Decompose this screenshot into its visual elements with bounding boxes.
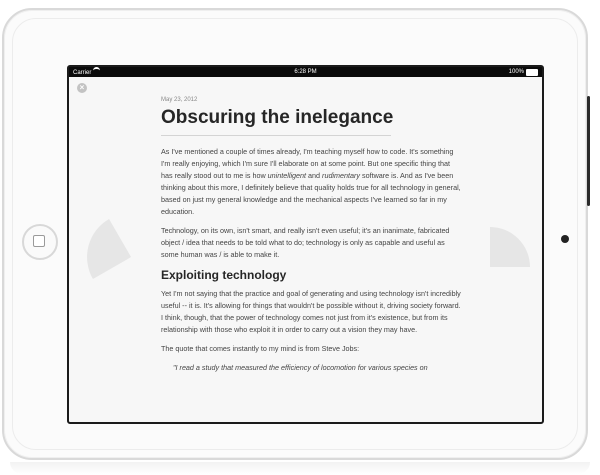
battery-percent: 100% <box>508 69 524 75</box>
p1-text-b: and <box>306 171 323 180</box>
article-title: Obscuring the inelegance <box>161 107 394 128</box>
side-button[interactable] <box>587 96 590 206</box>
battery-status <box>509 67 538 77</box>
paragraph-4: The quote that comes instantly to my mind is from Steve Jobs: <box>161 344 360 353</box>
reader-page[interactable] <box>69 77 542 422</box>
status-time: 6:28 PM <box>294 69 317 75</box>
battery-icon <box>526 69 538 76</box>
p1-text-c: software is. And as I've been thinking about this more, I definitely believe that quality holds true for all technology in general, based on just my general knowledge and the mechanical aspects I've learned so far in my education. <box>161 171 461 216</box>
carrier-text: Carrier <box>73 70 92 76</box>
camera-icon <box>561 235 569 243</box>
screen <box>67 65 544 424</box>
article-date: May 23, 2012 <box>161 97 198 103</box>
p1-emphasis-2: rudimentary <box>322 171 360 180</box>
p1-text-a: As I've mentioned a couple of times already, I'm teaching myself how to code. It's something I'm really enjoying, which I'm sure I'll elaborate on at some point. But one specific thing that has really stood out to me is how <box>161 147 454 180</box>
ipad-frame <box>2 8 588 460</box>
home-button[interactable] <box>22 224 58 260</box>
article <box>161 97 463 374</box>
right-page-curl[interactable] <box>490 227 530 267</box>
p1-emphasis-1: unintelligent <box>267 171 307 180</box>
paragraph-2: Technology, on its own, isn't smart, and really isn't even useful; it's an inanimate, fabricated object / idea that needs to be told what to do; technology is only as capable and useful as some human was / is able to make it. <box>161 226 450 259</box>
title-divider <box>161 135 391 136</box>
section-heading: Exploiting technology <box>161 268 287 282</box>
left-page-curl[interactable] <box>71 219 131 279</box>
close-icon[interactable]: × <box>77 83 87 93</box>
device-reflection <box>10 462 590 474</box>
paragraph-3: Yet I'm not saying that the practice and goal of generating and using technology isn't incredibly useful -- it is. It's allowing for things that wouldn't be possible without it, driving society forward. I think, though, that the power of technology comes not just from it's existence, but from its relationship with those who exploit it in order to carry out a vision they may have. <box>161 289 461 334</box>
blockquote: "I read a study that measured the efficiency of locomotion for various species on <box>173 363 428 372</box>
status-bar <box>69 67 542 77</box>
paragraph-1 <box>161 146 463 218</box>
